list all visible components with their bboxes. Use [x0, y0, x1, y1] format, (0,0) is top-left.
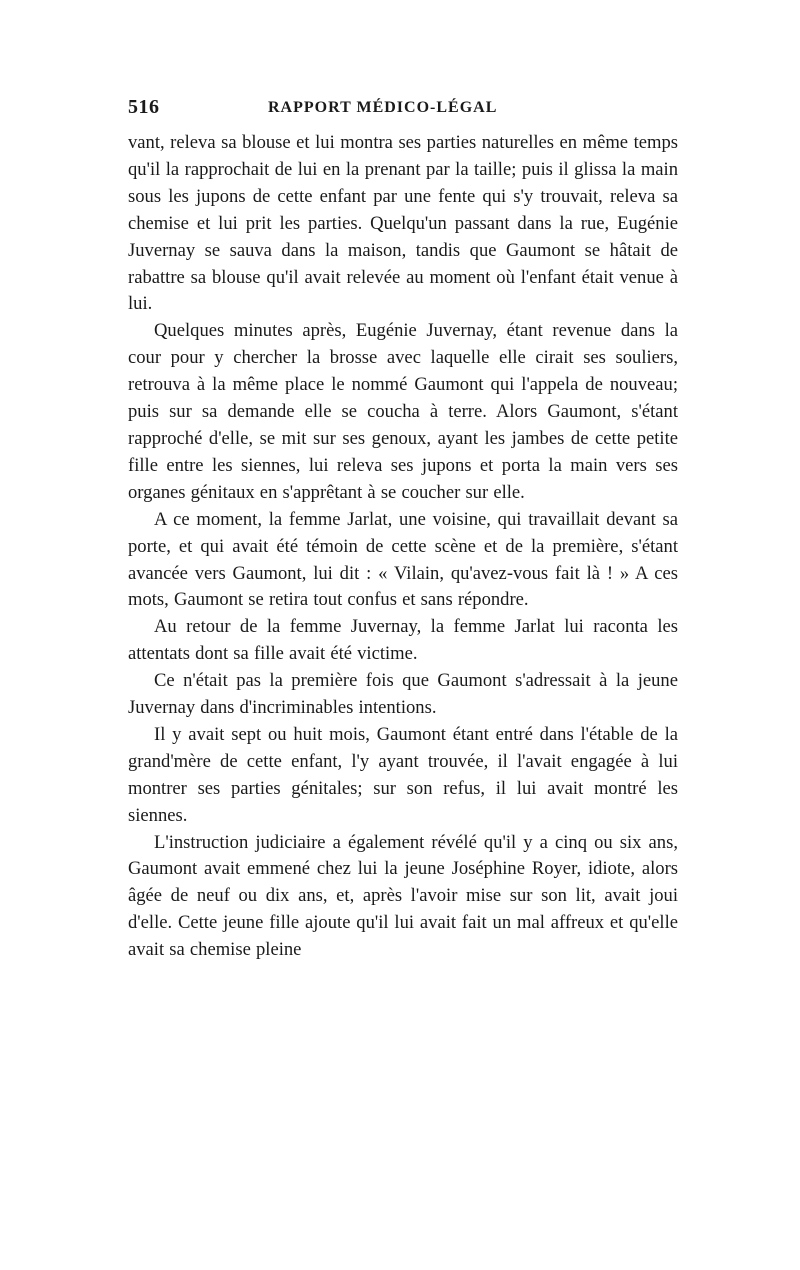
- running-head: RAPPORT MÉDICO-LÉGAL: [268, 99, 498, 116]
- book-page: [128, 96, 678, 1096]
- paragraph-6: Il y avait sept ou huit mois, Gaumont étant entré dans l'étable de la grand'mère de cette enfant, l'y ayant trouvée, il l'avait engagée à lui montrer ses parties génitales; sur son refus, il lui avait montré les siennes.: [128, 723, 678, 826]
- paragraph-1: vant, releva sa blouse et lui montra ses parties naturelles en même temps qu'il la rapprochait de lui en la prenant par la taille; puis il glissa la main sous les jupons de cette enfant par une fente qui s'y trouvait, releva sa chemise et lui prit les parties. Quelqu'un passant dans la rue, Eugénie Juvernay se sauva dans la maison, tandis que Gaumont se hâtait de rabattre sa blouse qu'il avait relevée au moment où l'enfant était venue à lui.: [128, 132, 678, 315]
- paragraph-5: Ce n'était pas la première fois que Gaumont s'adressait à la jeune Juvernay dans d'incriminables intentions.: [128, 670, 678, 719]
- body-text: [128, 130, 678, 964]
- paragraph-7: L'instruction judiciaire a également révélé qu'il y a cinq ou six ans, Gaumont avait emmené chez lui la jeune Joséphine Royer, idiote, alors âgée de neuf ou dix ans, et, après l'avoir mise sur son lit, avait joui d'elle. Cette jeune fille ajoute qu'il lui avait fait un mal affreux et qu'elle avait sa chemise pleine: [128, 831, 678, 961]
- page-number: 516: [128, 96, 160, 118]
- paragraph-3: A ce moment, la femme Jarlat, une voisine, qui travaillait devant sa porte, et qui avait été témoin de cette scène et de la première, s'étant avancée vers Gaumont, lui dit : « Vilain, qu'avez-vous fait là ! » A ces mots, Gaumont se retira tout confus et sans répondre.: [128, 508, 678, 611]
- paragraph-4: Au retour de la femme Juvernay, la femme Jarlat lui raconta les attentats dont sa fille avait été victime.: [128, 616, 678, 665]
- page-header: [128, 96, 678, 124]
- paragraph-2: Quelques minutes après, Eugénie Juvernay, étant revenue dans la cour pour y chercher la brosse avec laquelle elle cirait ses souliers, retrouva à la même place le nommé Gaumont qui l'appela de nouveau; puis sur sa demande elle se coucha à terre. Alors Gaumont, s'étant rapproché d'elle, se mit sur ses genoux, ayant les jambes de cette petite fille entre les siennes, lui releva ses jupons et porta la main vers ses organes génitaux en s'apprêtant à se coucher sur elle.: [128, 320, 678, 503]
